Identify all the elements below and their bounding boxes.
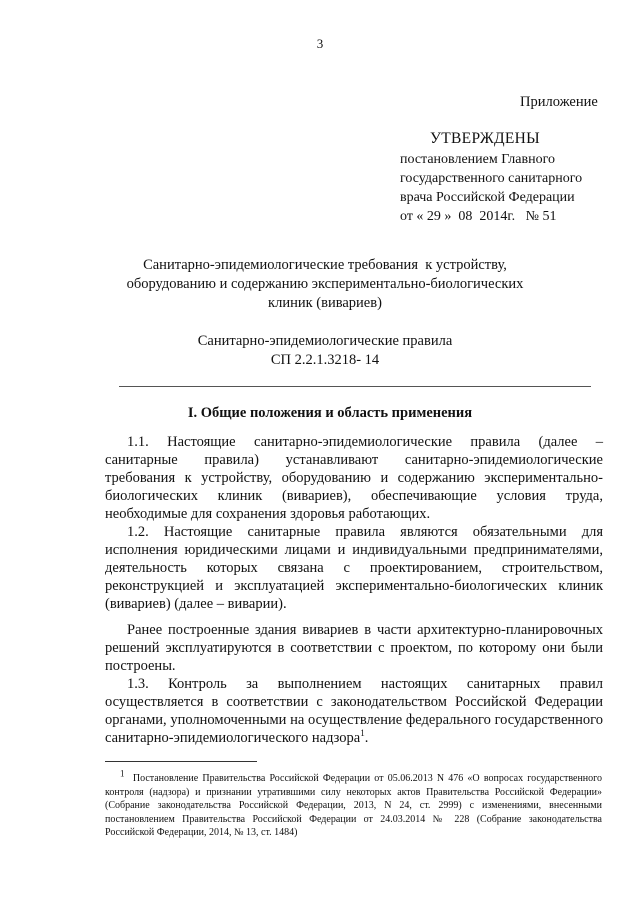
title-line: Санитарно-эпидемиологические требования к устройству, (143, 257, 507, 273)
approval-line: государственного санитарного (400, 171, 583, 186)
footnote-reference[interactable]: 1 (360, 728, 365, 739)
appendix-label: Приложение (520, 94, 598, 110)
rules-name: Санитарно-эпидемиологические правила (197, 333, 453, 349)
title-line: оборудованию и содержанию экспериментально-биологических (126, 276, 524, 292)
rules-code: СП 2.2.1.3218- 14 (270, 352, 380, 368)
paragraph-note: Ранее построенные здания вивариев в части архитектурно-планировочных решений эксплуатируются в соответствии с проектом, по которому они были построены. (105, 622, 603, 674)
footnote-paragraph (105, 768, 603, 840)
separator-line (119, 386, 591, 387)
section-heading: I. Общие положения и область применения (187, 405, 473, 421)
title-line: клиник (вивариев) (268, 295, 382, 311)
paragraph-1-3 (105, 675, 603, 747)
document-title (90, 256, 560, 313)
paragraph-1-3-end: . (364, 730, 369, 746)
paragraph-1-3-text: 1.3. Контроль за выполнением настоящих санитарных правил осуществляется в соответствии с законодательством Российской Федерации органами, уполномоченными на осуществление федерального государственного санитарно-эпидемиологического надзора (105, 676, 603, 746)
footnote-mark: 1 (120, 768, 125, 779)
approval-date-line: от « 29 » 08 2014г. № 51 (400, 209, 557, 224)
approval-line: постановлением Главного (400, 152, 555, 167)
footnote-separator (105, 761, 257, 762)
body-text (105, 433, 603, 747)
rules-designation (90, 332, 560, 370)
page-number: 3 (316, 36, 324, 51)
approval-block (400, 129, 582, 226)
footnote (105, 768, 603, 840)
approval-title: УТВЕРЖДЕНЫ (430, 130, 540, 147)
approval-line: врача Российской Федерации (400, 190, 575, 205)
paragraph-1-2: 1.2. Настоящие санитарные правила являются обязательными для исполнения юридическими лицами и индивидуальными предпринимателями, деятельность которых связана с проектированием, строительством, реконструкцией и эксплуатацией экспериментально-биологических клиник (вивариев) (далее – виварии). (105, 524, 603, 612)
paragraph-1-1: 1.1. Настоящие санитарно-эпидемиологические правила (далее – санитарные правила) устанавливают санитарно-эпидемиологические требования к устройству, оборудованию и содержанию экспериментально-биологических клиник (вивариев), обеспечивающие условия труда, необходимые для сохранения здоровья работающих. (105, 434, 603, 522)
footnote-text: Постановление Правительства Российской Федерации от 05.06.2013 N 476 «О вопросах государственного контроля (надзора) и признании утратившими силу некоторых актов Правительства Российской Федерации» (Собрание законодательства Российской Федерации, 2013, N 24, ст. 2999) с изменениями, внесенными постановлением Правительства Российской Федерации от 24.03.2014 № 228 (Собрание законодательства Российской Федерации, 2014, № 13, ст. 1484) (105, 773, 603, 839)
